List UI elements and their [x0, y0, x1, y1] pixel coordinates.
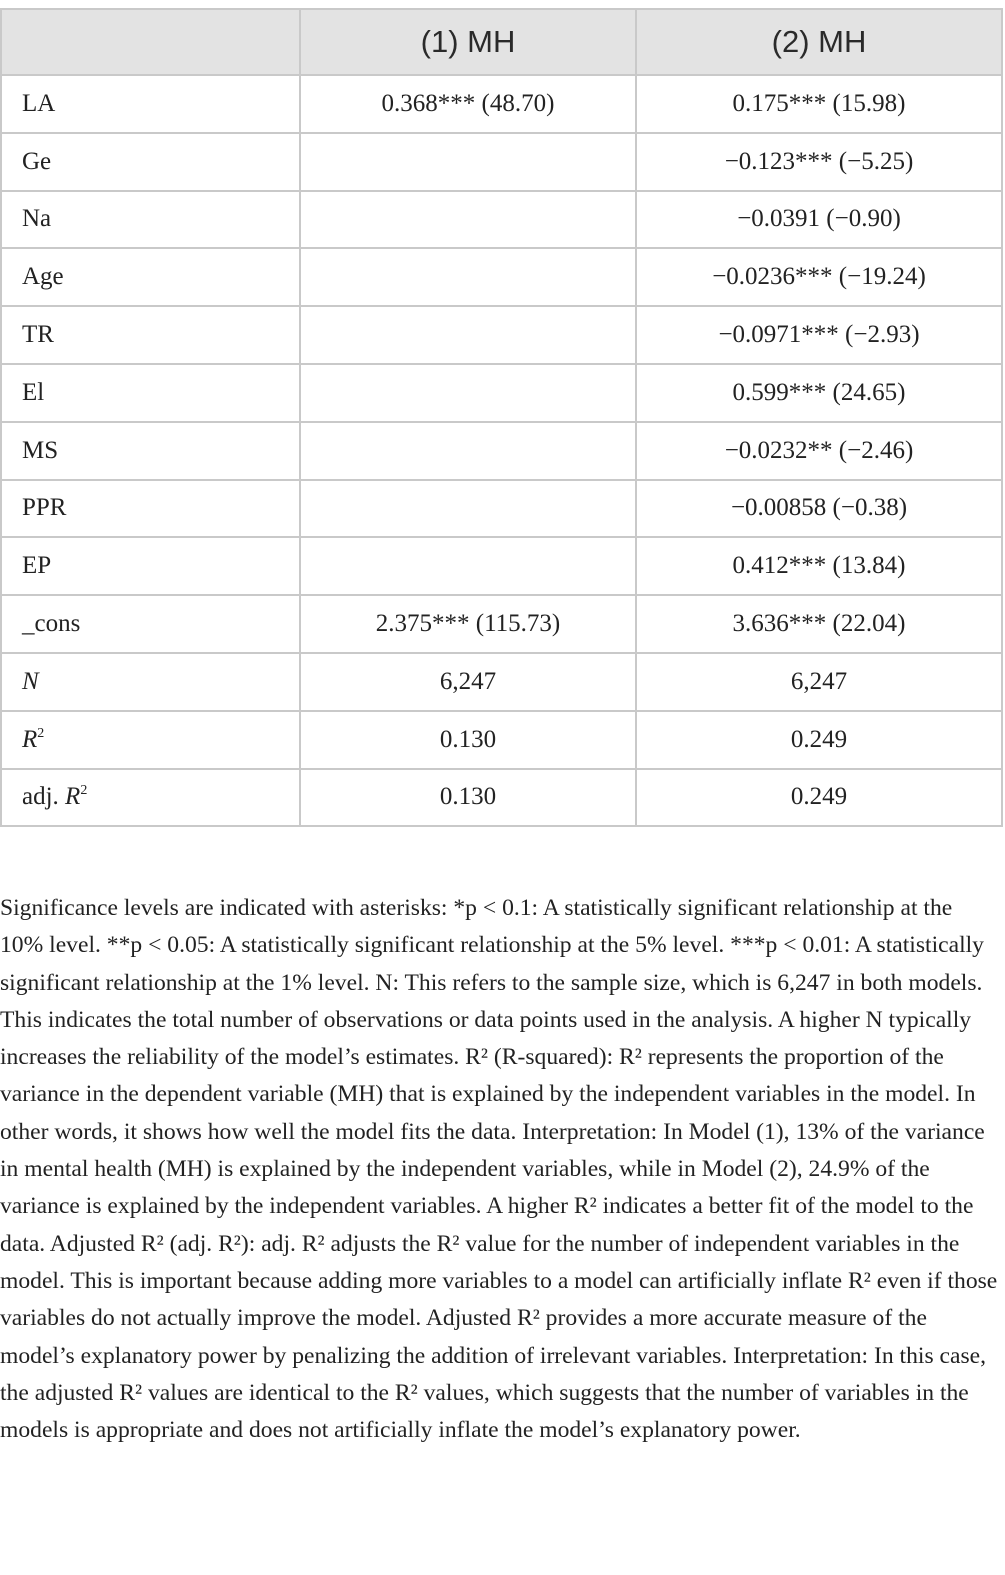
model-2-value: −0.0391 (−0.90)	[636, 191, 1002, 249]
regression-table	[0, 8, 1003, 827]
header-row	[1, 9, 1002, 75]
table-row-n	[1, 653, 1002, 711]
table-row-ge	[1, 133, 1002, 191]
table-footnote: Significance levels are indicated with asterisks: *p < 0.1: A statistically significant relationship at the 10% level. **p < 0.05: A statistically significant relationship at the 5% level. ***p < 0.01: A statistically significant relationship at the 1% level. N: This refers to the sample size, which is 6,247 in both models. This indicates the total number of observations or data points used in the analysis. A higher N typically increases the reliability of the model’s estimates. R² (R-squared): R² represents the proportion of the variance in the dependent variable (MH) that is explained by the independent variables in the model. In other words, it shows how well the model fits the data. Interpretation: In Model (1), 13% of the variance in mental health (MH) is explained by the independent variables, while in Model (2), 24.9% of the variance is explained by the independent variables. A higher R² indicates a better fit of the model to the data. Adjusted R² (adj. R²): adj. R² adjusts the R² value for the number of independent variables in the model. This is important because adding more variables to a model can artificially inflate R² even if those variables do not actually improve the model. Adjusted R² provides a more accurate measure of the model’s explanatory power by penalizing the addition of irrelevant variables. Interpretation: In this case, the adjusted R² values are identical to the R² values, which suggests that the number of variables in the models is appropriate and does not artificially inflate the model’s explanatory power.	[0, 895, 998, 1444]
model-2-value: 0.412*** (13.84)	[636, 537, 1002, 595]
model-1-value	[300, 248, 636, 306]
table-header	[1, 9, 1002, 75]
model-2-value: −0.123*** (−5.25)	[636, 133, 1002, 191]
model-1-value	[300, 133, 636, 191]
model-1-value	[300, 422, 636, 480]
model-2-value: −0.0236*** (−19.24)	[636, 248, 1002, 306]
model-1-value: 0.130	[300, 711, 636, 769]
model-1-value: 6,247	[300, 653, 636, 711]
row-label-r: R	[65, 783, 81, 811]
model-1-value	[300, 364, 636, 422]
header-cell-model-1: (1) MH	[300, 9, 636, 75]
table-body	[1, 75, 1002, 826]
row-label	[1, 769, 300, 827]
table-row-na	[1, 191, 1002, 249]
model-1-value	[300, 306, 636, 364]
table-row-ppr	[1, 480, 1002, 538]
model-1-value: 0.130	[300, 769, 636, 827]
model-2-value: 0.249	[636, 769, 1002, 827]
row-label: PPR	[1, 480, 300, 538]
table-row-la	[1, 75, 1002, 133]
model-2-value: 0.599*** (24.65)	[636, 364, 1002, 422]
model-2-value: 0.175*** (15.98)	[636, 75, 1002, 133]
model-2-value: 0.249	[636, 711, 1002, 769]
row-label: _cons	[1, 595, 300, 653]
row-label: N	[1, 653, 300, 711]
regression-table-container	[0, 8, 1001, 827]
table-row-ep	[1, 537, 1002, 595]
table-row-r2	[1, 711, 1002, 769]
row-label: MS	[1, 422, 300, 480]
row-label: EP	[1, 537, 300, 595]
row-label: El	[1, 364, 300, 422]
row-label-superscript: 2	[37, 725, 45, 741]
header-cell-empty	[1, 9, 300, 75]
model-1-value: 2.375*** (115.73)	[300, 595, 636, 653]
table-row-el	[1, 364, 1002, 422]
table-row-adj-r2	[1, 769, 1002, 827]
model-1-value	[300, 480, 636, 538]
model-1-value: 0.368*** (48.70)	[300, 75, 636, 133]
row-label: LA	[1, 75, 300, 133]
table-row-cons	[1, 595, 1002, 653]
row-label: Ge	[1, 133, 300, 191]
row-label: Age	[1, 248, 300, 306]
row-label-r: R	[22, 725, 38, 753]
model-2-value: 3.636*** (22.04)	[636, 595, 1002, 653]
header-cell-model-2: (2) MH	[636, 9, 1002, 75]
row-label: TR	[1, 306, 300, 364]
row-label	[1, 711, 300, 769]
model-1-value	[300, 191, 636, 249]
table-row-ms	[1, 422, 1002, 480]
row-label-prefix: adj.	[22, 783, 66, 811]
table-row-age	[1, 248, 1002, 306]
model-2-value: −0.0971*** (−2.93)	[636, 306, 1002, 364]
model-2-value: −0.0232** (−2.46)	[636, 422, 1002, 480]
table-row-tr	[1, 306, 1002, 364]
model-1-value	[300, 537, 636, 595]
row-label-superscript: 2	[80, 783, 88, 799]
model-2-value: 6,247	[636, 653, 1002, 711]
row-label: Na	[1, 191, 300, 249]
model-2-value: −0.00858 (−0.38)	[636, 480, 1002, 538]
